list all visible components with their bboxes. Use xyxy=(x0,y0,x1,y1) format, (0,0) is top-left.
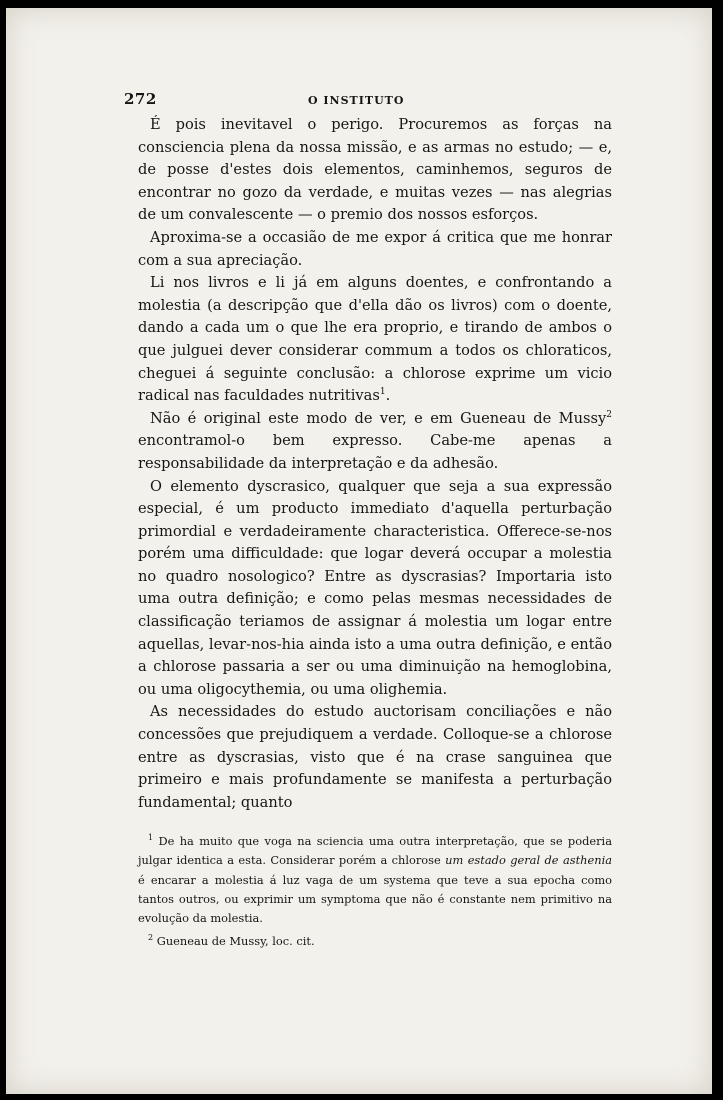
footnote xyxy=(138,828,612,928)
footnote-italic-text: um estado geral de asthenia xyxy=(445,853,613,868)
paragraph-text: É pois inevitavel o perigo. Procuremos as forças na consciencia plena da nossa missão, e as armas no estudo; — e, de posse d'estes dois elementos, caminhemos, seguros de encontrar no gozo da verdade, e muitas vezes — nas alegrias de um convalescente — o premio dos nossos esforços. xyxy=(138,116,612,224)
footnote-text: De ha muito que voga na sciencia uma outra interpretação, que se poderia julgar identica a esta. Considerar porém a chlorose xyxy=(138,834,612,868)
paragraph xyxy=(138,701,612,814)
paragraph-text: encontramol-o bem expresso. Cabe-me apenas a responsabilidade da interpretação e da adhesão. xyxy=(138,432,612,472)
paragraph xyxy=(138,408,612,476)
footnotes xyxy=(138,828,612,951)
paragraph xyxy=(138,114,612,227)
paragraph-text: Li nos livros e li já em alguns doentes, e confrontando a molestia (a descripção que d'ella dão os livros) com o doente, dando a cada um o que lhe era proprio, e tirando de ambos o que julguei dever considerar commum a todos os chloraticos, cheguei á seguinte conclusão: a chlorose exprime um vicio radical nas faculdades nutritivas xyxy=(138,274,612,405)
footnote-reference: 1 xyxy=(379,387,386,398)
footnote-text: é encarar a molestia á luz vaga de um systema que teve a sua epocha como tantos outros, ou exprimir um symptoma que não é constante nem primitivo na evolução da molestia. xyxy=(138,872,612,926)
paragraph xyxy=(138,476,612,702)
running-title: O INSTITUTO xyxy=(308,94,405,107)
paragraph-text: O elemento dyscrasico, qualquer que seja a sua expressão especial, é um producto immediato d'aquella perturbação primordial e verdadeiramente characteristica. Offerece-se-nos porém uma difficuldade: que logar deverá occupar a molestia no quadro nosologico? Entre as dyscrasias? Importaria isto uma outra definição; e como pelas mesmas necessidades de classificação teriamos de assignar á molestia um logar entre aquellas, levar-nos-hia ainda isto a uma outra definição, e então a chlorose passaria a ser ou uma diminuição na hemoglobina, ou uma oligocythemia, ou uma olighemia. xyxy=(138,477,612,698)
paragraph-text: . xyxy=(385,387,391,405)
footnote-reference: 2 xyxy=(606,409,612,420)
paragraph-text: As necessidades do estudo auctorisam conciliações e não concessões que prejudiquem a verdade. Colloque-se a chlorose entre as dyscrasias, visto que é na crase sanguinea que primeiro e mais profundamente se manifesta a perturbação fundamental; quanto xyxy=(138,703,612,811)
footnote-text: Gueneau de Mussy, loc. cit. xyxy=(156,934,315,949)
paragraph xyxy=(138,272,612,408)
footnote-number: 2 xyxy=(148,933,154,943)
paragraph-text: Não é original este modo de ver, e em Gueneau de Mussy xyxy=(150,409,607,427)
running-head xyxy=(124,88,612,112)
paragraph-text: Aproxima-se a occasião de me expor á critica que me honrar com a sua apreciação. xyxy=(138,228,612,269)
footnote xyxy=(138,928,612,951)
footnote-number: 1 xyxy=(148,833,154,843)
paragraph xyxy=(138,227,612,272)
page-content xyxy=(124,88,613,951)
page-number: 272 xyxy=(124,90,157,108)
